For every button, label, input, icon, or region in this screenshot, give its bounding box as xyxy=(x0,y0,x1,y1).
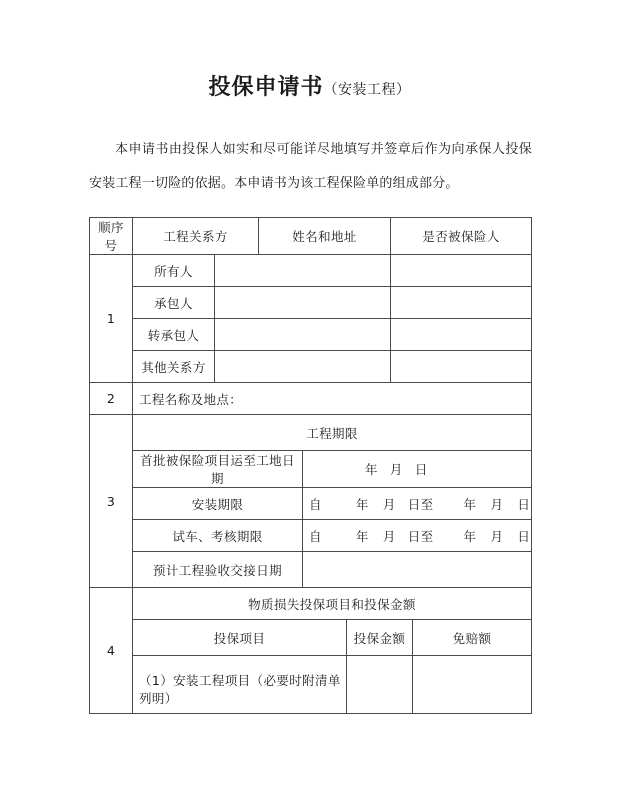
table-header-row xyxy=(90,218,532,255)
header-is-insured: 是否被保险人 xyxy=(391,218,532,255)
table-row xyxy=(90,319,532,351)
year-label-2: 年 xyxy=(463,528,477,544)
row1-party-owner: 所有人 xyxy=(133,255,215,287)
table-row xyxy=(90,255,532,287)
table-row xyxy=(90,488,532,520)
table-row xyxy=(90,287,532,319)
table-row xyxy=(90,520,532,552)
table-row xyxy=(90,656,532,714)
insurance-application-table xyxy=(89,217,532,714)
row3-label-first-delivery-date: 首批被保险项目运至工地日期 xyxy=(133,451,303,488)
row1-insured-subcontractor[interactable] xyxy=(391,319,532,351)
row3-value-expected-handover-date[interactable] xyxy=(303,552,532,588)
header-seq: 顺序号 xyxy=(90,218,133,255)
header-party: 工程关系方 xyxy=(133,218,259,255)
row1-name-address-owner[interactable] xyxy=(215,255,391,287)
row3-label-testing-period: 试车、考核期限 xyxy=(133,520,303,552)
row4-subheader-amount: 投保金额 xyxy=(347,620,413,656)
row3-value-testing-period[interactable] xyxy=(303,520,532,552)
from-label: 自 xyxy=(309,528,322,544)
row4-entry-item-1[interactable]: （1）安装工程项目（必要时附清单列明） xyxy=(133,656,347,714)
day-to-label: 日至 xyxy=(407,528,434,544)
day-label-2: 日 xyxy=(517,528,531,544)
table-row xyxy=(90,451,532,488)
month-label: 月 xyxy=(382,528,396,544)
day-to-label: 日至 xyxy=(407,496,434,512)
row1-party-other: 其他关系方 xyxy=(133,351,215,383)
row4-subheader-deductible: 免赔额 xyxy=(413,620,532,656)
row1-name-address-subcontractor[interactable] xyxy=(215,319,391,351)
row1-party-contractor: 承包人 xyxy=(133,287,215,319)
header-name-address: 姓名和地址 xyxy=(259,218,391,255)
table-row xyxy=(90,383,532,415)
table-row xyxy=(90,552,532,588)
row4-seq: 4 xyxy=(90,588,133,714)
row1-insured-owner[interactable] xyxy=(391,255,532,287)
page-title-subtitle: （安装工程） xyxy=(323,82,411,98)
row4-entry-amount-1[interactable] xyxy=(347,656,413,714)
year-label: 年 xyxy=(355,528,369,544)
table-row xyxy=(90,351,532,383)
row3-section-title: 工程期限 xyxy=(133,415,532,451)
row3-value-first-delivery-date[interactable] xyxy=(303,451,532,488)
row3-label-installation-period: 安装期限 xyxy=(133,488,303,520)
day-label: 日 xyxy=(414,462,428,477)
row1-name-address-contractor[interactable] xyxy=(215,287,391,319)
row4-subheader-item: 投保项目 xyxy=(133,620,347,656)
table-subheader-row xyxy=(90,620,532,656)
row3-value-installation-period[interactable] xyxy=(303,488,532,520)
row1-party-subcontractor: 转承包人 xyxy=(133,319,215,351)
month-label-2: 月 xyxy=(490,496,504,512)
row1-insured-contractor[interactable] xyxy=(391,287,532,319)
page-title xyxy=(0,70,619,101)
row1-insured-other[interactable] xyxy=(391,351,532,383)
page-title-main: 投保申请书 xyxy=(208,75,324,100)
date-range-group xyxy=(307,495,531,513)
row2-project-name-location[interactable]: 工程名称及地点： xyxy=(133,383,532,415)
day-label-2: 日 xyxy=(517,496,531,512)
row1-name-address-other[interactable] xyxy=(215,351,391,383)
table-row xyxy=(90,588,532,620)
month-label-2: 月 xyxy=(490,528,504,544)
row2-seq: 2 xyxy=(90,383,133,415)
row3-seq: 3 xyxy=(90,415,133,588)
year-label: 年 xyxy=(355,496,369,512)
date-range-group xyxy=(307,527,531,545)
row1-seq: 1 xyxy=(90,255,133,383)
year-label-2: 年 xyxy=(463,496,477,512)
row3-label-expected-handover-date: 预计工程验收交接日期 xyxy=(133,552,303,588)
row4-section-title: 物质损失投保项目和投保金额 xyxy=(133,588,532,620)
month-label: 月 xyxy=(389,462,403,477)
month-label: 月 xyxy=(382,496,396,512)
row4-entry-deductible-1[interactable] xyxy=(413,656,532,714)
table-row xyxy=(90,415,532,451)
year-label: 年 xyxy=(365,462,378,477)
date-ymd-group xyxy=(307,460,527,478)
from-label: 自 xyxy=(309,496,322,512)
intro-paragraph: 本申请书由投保人如实和尽可能详尽地填写并签章后作为向承保人投保安装工程一切险的依据。本申请书为该工程保险单的组成部分。 xyxy=(89,142,532,191)
